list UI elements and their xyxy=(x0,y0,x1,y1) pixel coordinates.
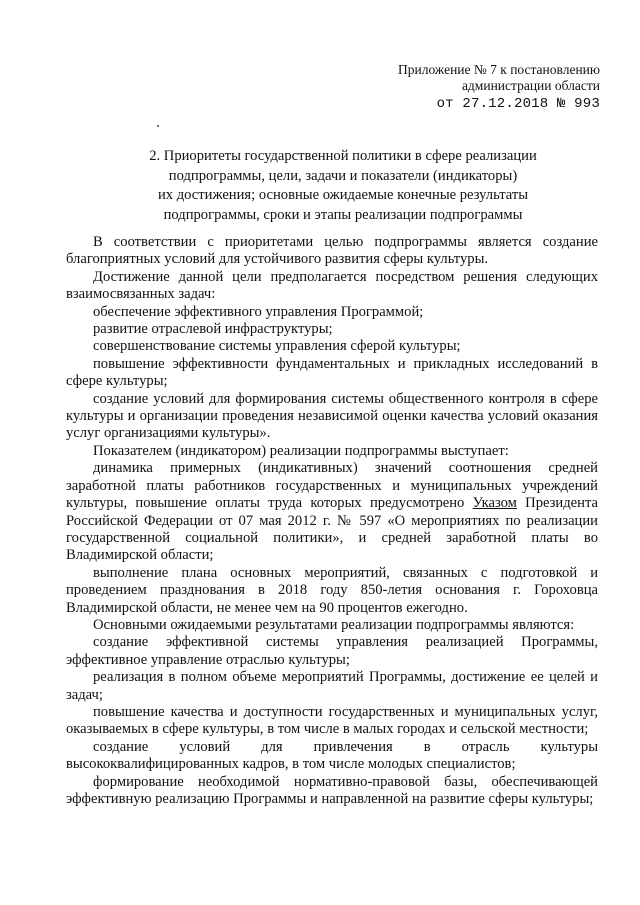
result-item: создание условий для привлечения в отрасль культуры высококвалифицированных кадров, в том числе молодых специалистов; xyxy=(66,738,598,773)
section-heading-line: их достижения; основные ожидаемые конечные результаты xyxy=(157,187,529,203)
indicator-text-start: динамика примерных (индикативных) значений соотношения средней заработной платы работников государственных и муниципальных учреждений культуры, повышение оплаты труда которых предусмотрено xyxy=(66,460,598,512)
appendix-title: Приложение № 7 к постановлению xyxy=(398,62,600,77)
section-heading-line: подпрограммы, цели, задачи и показатели (индикаторы) xyxy=(168,167,518,184)
task-item: повышение эффективности фундаментальных и прикладных исследований в сфере культуры; xyxy=(66,355,598,390)
section-heading xyxy=(108,147,578,225)
task-item: совершенствование системы управления сферой культуры; xyxy=(93,338,461,355)
indicator-item-anniversary: выполнение плана основных мероприятий, связанных с подготовкой и проведением празднования в 2018 году 850-летия основания г. Гороховца Владимирской области, не менее чем на 90 процентов ежегодно. xyxy=(66,564,598,616)
task-item: создание условий для формирования системы общественного контроля в сфере культуры и организации проведения независимой оценки качества условий оказания услуг организациями культуры». xyxy=(66,390,598,442)
paragraph-results-intro: Основными ожидаемыми результатами реализации подпрограммы являются: xyxy=(93,616,575,633)
scan-speck xyxy=(157,125,159,127)
appendix-header xyxy=(340,62,600,112)
indicator-item-salary xyxy=(66,460,598,564)
result-item: реализация в полном объеме мероприятий Программы, достижение ее целей и задач; xyxy=(66,669,598,703)
result-item: формирование необходимой нормативно-правовой базы, обеспечивающей эффективную реализацию Программы и направленной на развитие сферы культуры; xyxy=(66,773,598,807)
document-body xyxy=(66,234,598,808)
section-heading-line: 2. Приоритеты государственной политики в сфере реализации xyxy=(149,148,537,164)
result-item: повышение качества и доступности государственных и муниципальных услуг, оказываемых в сфере культуры, в том числе в малых городах и сельской местности; xyxy=(66,703,598,738)
result-item: создание эффективной системы управления реализацией Программы, эффективное управление отраслью культуры; xyxy=(66,634,598,668)
decree-link[interactable]: Указом xyxy=(472,495,517,512)
paragraph-indicator-intro: Показателем (индикатором) реализации подпрограммы выступает: xyxy=(93,442,509,459)
resolution-date-stamp: от 27.12.2018 № 993 xyxy=(436,96,600,112)
task-item: обеспечение эффективного управления Программой; xyxy=(93,303,424,320)
paragraph-tasks-intro: Достижение данной цели предполагается посредством решения следующих взаимосвязанных задач: xyxy=(66,268,598,303)
paragraph-goal: В соответствии с приоритетами целью подпрограммы является создание благоприятных условий для устойчивого развития сферы культуры. xyxy=(66,234,598,268)
section-heading-line: подпрограммы, сроки и этапы реализации подпрограммы xyxy=(163,206,523,223)
appendix-authority: администрации области xyxy=(461,78,600,93)
indicator-text-end: Президента Российской Федерации от 07 мая 2012 г. № 597 «О мероприятиях по реализации государственной социальной политики», и средней заработной платы во Владимирской области; xyxy=(66,495,598,564)
task-item: развитие отраслевой инфраструктуры; xyxy=(93,321,333,338)
